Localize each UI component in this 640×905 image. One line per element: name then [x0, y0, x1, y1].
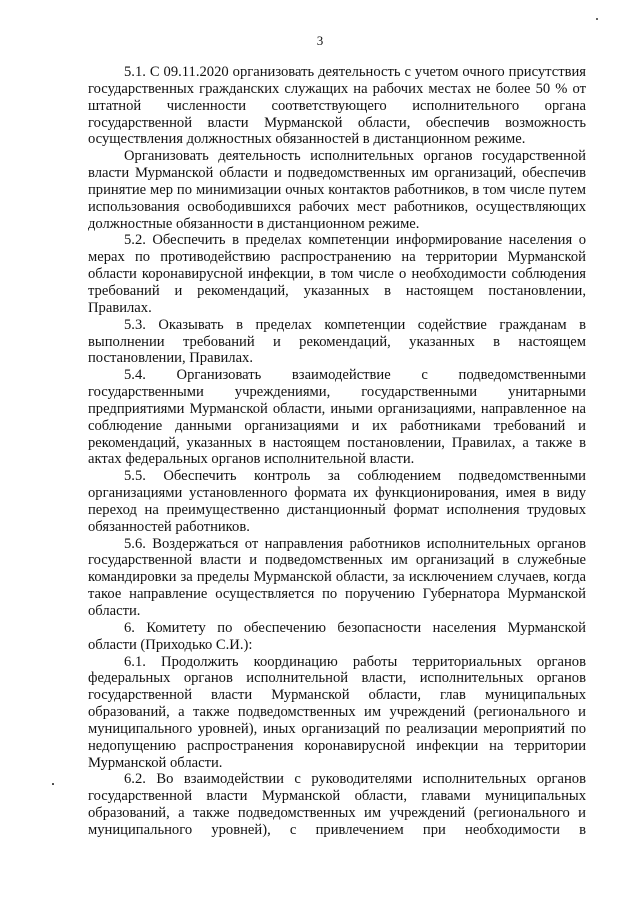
page-number: 3 — [316, 33, 324, 48]
scan-speck — [596, 18, 598, 20]
paragraph-5-1-continuation: Организовать деятельность исполнительных органов государственной власти Мурманской области и подведомственных им организаций, обеспечив принятие мер по минимизации очных контактов работников, в том числе путем использования освободившихся рабочих мест работников, осуществляющих должностные обязанности в дистанционном режиме. — [88, 148, 586, 232]
paragraph-5-3: 5.3. Оказывать в пределах компетенции содействие гражданам в выполнении требований и рекомендаций, указанных в настоящем постановлении, Правилах. — [88, 316, 586, 367]
paragraph-5-2: 5.2. Обеспечить в пределах компетенции информирование населения о мерах по противодействию распространению на территории Мурманской области коронавирусной инфекции, в том числе о необходимости соблюдения требований и рекомендаций, указанных в настоящем постановлении, Правилах. — [88, 232, 586, 316]
paragraph-5-6: 5.6. Воздержаться от направления работников исполнительных органов государственной власти и подведомственных им организаций в служебные командировки за пределы Мурманской области, за исключением случаев, когда такое направление осуществляется по поручению Губернатора Мурманской области. — [88, 535, 586, 619]
scan-speck — [52, 783, 54, 785]
paragraph-6-2: 6.2. Во взаимодействии с руководителями исполнительных органов государственной власти Мурманской области, главами муниципальных образований, а также подведомственных им учреждений (регионального и муниципального уровней), с привлечением при необходимости в — [88, 771, 586, 838]
paragraph-6-1: 6.1. Продолжить координацию работы территориальных органов федеральных органов исполнительной власти, исполнительных органов государственной власти Мурманской области, глав муниципальных образований, а также подведомственных им учреждений (регионального и муниципального уровней), иных организаций по реализации мероприятий по недопущению распространения коронавирусной инфекции на территории Мурманской области. — [88, 653, 586, 771]
paragraph-6: 6. Комитету по обеспечению безопасности населения Мурманской области (Приходько С.И.): — [88, 619, 586, 653]
paragraph-5-1: 5.1. С 09.11.2020 организовать деятельность с учетом очного присутствия государственных гражданских служащих на рабочих местах не более 50 % от штатной численности соответствующего исполнительного органа государственной власти Мурманской области, обеспечив возможность осуществления должностных обязанностей в дистанционном режиме. — [88, 64, 586, 148]
paragraph-5-5: 5.5. Обеспечить контроль за соблюдением подведомственными организациями установленного формата их функционирования, имея в виду переход на преимущественно дистанционный формат исполнения трудовых обязанностей работников. — [88, 468, 586, 535]
paragraph-5-4: 5.4. Организовать взаимодействие с подведомственными государственными учреждениями, государственными унитарными предприятиями Мурманской области, иными организациями, направленное на соблюдение данными организациями и их работниками требований и рекомендаций, указанных в настоящем постановлении, Правилах, а также в актах федеральных органов исполнительной власти. — [88, 367, 586, 468]
document-body — [88, 64, 586, 839]
